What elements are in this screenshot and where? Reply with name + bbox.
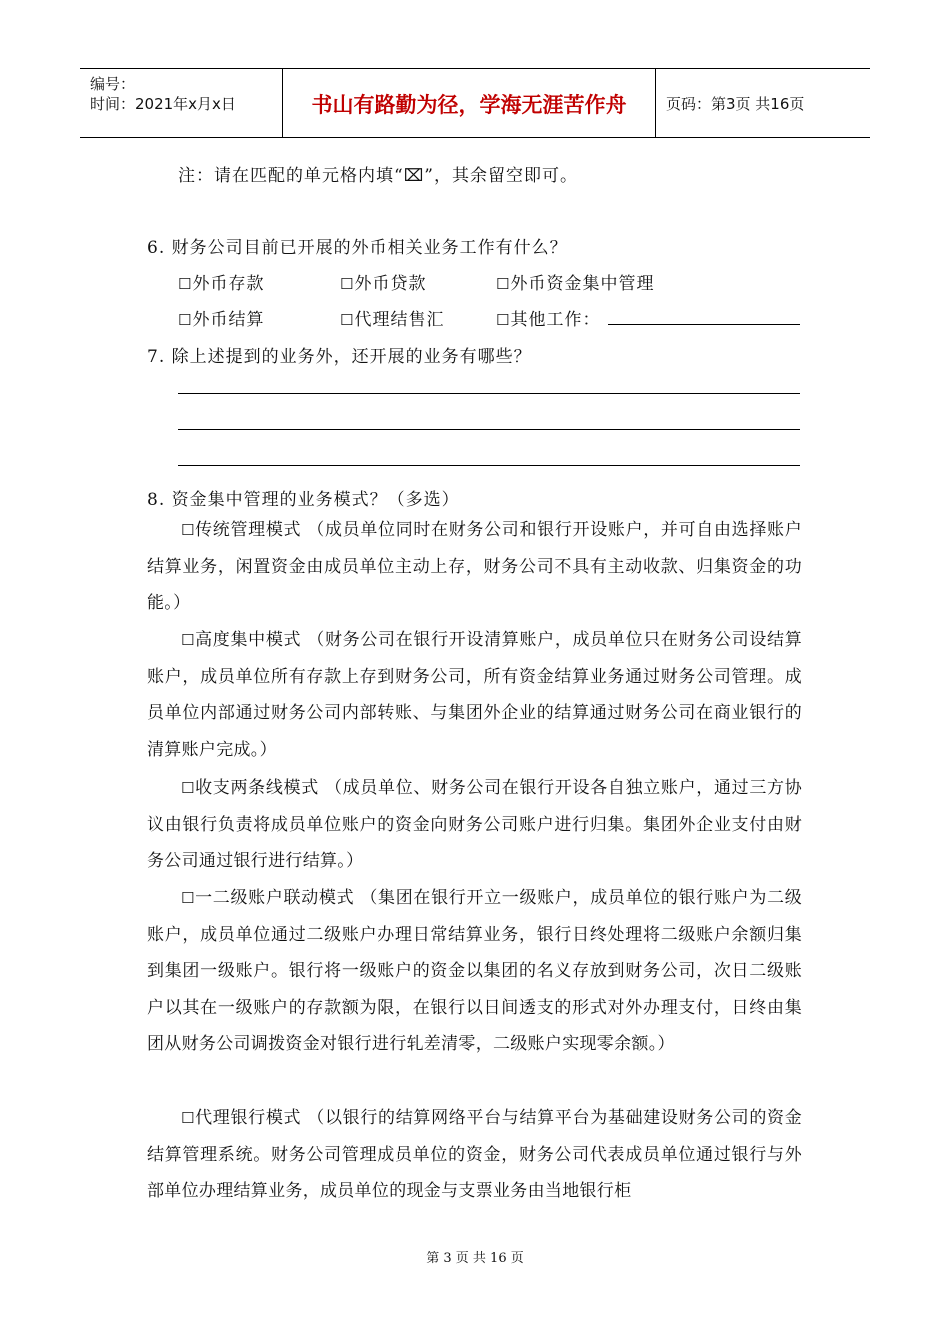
date-label: 时间：2021年x月x日 — [90, 95, 236, 113]
page-footer: 第 3 页 共 16 页 — [426, 1251, 524, 1266]
checkbox-icon: ☐ — [181, 889, 195, 907]
checkbox-icon: ☐ — [181, 1109, 195, 1127]
answer-line-1[interactable] — [178, 393, 800, 394]
option-foreign-fund-management[interactable]: ☐外币资金集中管理 — [496, 274, 655, 294]
checkbox-icon: ☐ — [340, 311, 355, 329]
checkbox-icon: ☐ — [496, 275, 511, 293]
question-7: 7. 除上述提到的业务外，还开展的业务有哪些？ — [147, 347, 532, 367]
option-fx-agency[interactable]: ☐代理结售汇 — [340, 310, 445, 330]
header-motto: 书山有路勤为径，学海无涯苦作舟 — [311, 93, 627, 117]
header-motto-cell — [283, 69, 656, 137]
mode-traditional[interactable]: ☐传统管理模式 （成员单位同时在财务公司和银行开设账户，并可自由选择账户结算业务，闲置资金由成员单位主动上存，财务公司不具有主动收款、归集资金的功能。） — [147, 520, 802, 614]
option-foreign-deposit[interactable]: ☐外币存款 — [178, 274, 265, 294]
header-info-cell — [80, 69, 283, 137]
question-8: 8. 资金集中管理的业务模式？（多选） — [147, 490, 460, 510]
checkbox-icon: ☐ — [178, 275, 193, 293]
checkbox-icon: ☐ — [181, 779, 195, 797]
header-page-cell — [656, 69, 870, 137]
page-header — [80, 68, 870, 138]
question-6: 6. 财务公司目前已开展的外币相关业务工作有什么？ — [147, 238, 568, 258]
mode-two-level-accounts[interactable]: ☐一二级账户联动模式 （集团在银行开立一级账户，成员单位的银行账户为二级账户，成员单位通过二级账户办理日常结算业务，银行日终处理将二级账户余额归集到集团一级账户。银行将一级账户的资金以集团的名义存放到财务公司，次日二级账户以其在一级账户的存款额为限，在银行以日间透支的形式对外办理支付，日终由集团从财务公司调拨资金对银行进行轧差清零，二级账户实现零余额。） — [147, 888, 802, 1055]
checkbox-icon: ☐ — [181, 521, 195, 539]
other-work-blank-line[interactable] — [608, 324, 800, 325]
mode-highly-centralized[interactable]: ☐高度集中模式 （财务公司在银行开设清算账户，成员单位只在财务公司设结算账户，成员单位所有存款上存到财务公司，所有资金结算业务通过财务公司管理。成员单位内部通过财务公司内部转账、与集团外企业的结算通过财务公司在商业银行的清算账户完成。） — [147, 630, 802, 760]
checkbox-icon: ☐ — [496, 311, 511, 329]
checkbox-icon: ☐ — [178, 311, 193, 329]
number-label: 编号： — [90, 75, 136, 93]
checkbox-icon: ☐ — [340, 275, 355, 293]
mode-two-lines[interactable]: ☐收支两条线模式 （成员单位、财务公司在银行开设各自独立账户，通过三方协议由银行负责将成员单位账户的资金向财务公司账户进行归集。集团外企业支付由财务公司通过银行进行结算。） — [147, 778, 802, 872]
option-foreign-loan[interactable]: ☐外币贷款 — [340, 274, 427, 294]
answer-line-3[interactable] — [178, 465, 800, 466]
option-foreign-settlement[interactable]: ☐外币结算 — [178, 310, 265, 330]
mode-agent-bank[interactable]: ☐代理银行模式 （以银行的结算网络平台与结算平台为基础建设财务公司的资金结算管理系统。财务公司管理成员单位的资金，财务公司代表成员单位通过银行与外部单位办理结算业务，成员单位的现金与支票业务由当地银行柜 — [147, 1108, 802, 1202]
page-code: 页码：第3页 共16页 — [666, 95, 805, 113]
answer-line-2[interactable] — [178, 429, 800, 430]
checkbox-icon: ☐ — [181, 631, 195, 649]
fill-note: 注：请在匹配的单元格内填“⌧”，其余留空即可。 — [178, 166, 578, 186]
option-other-work[interactable]: ☐其他工作： — [496, 310, 601, 330]
